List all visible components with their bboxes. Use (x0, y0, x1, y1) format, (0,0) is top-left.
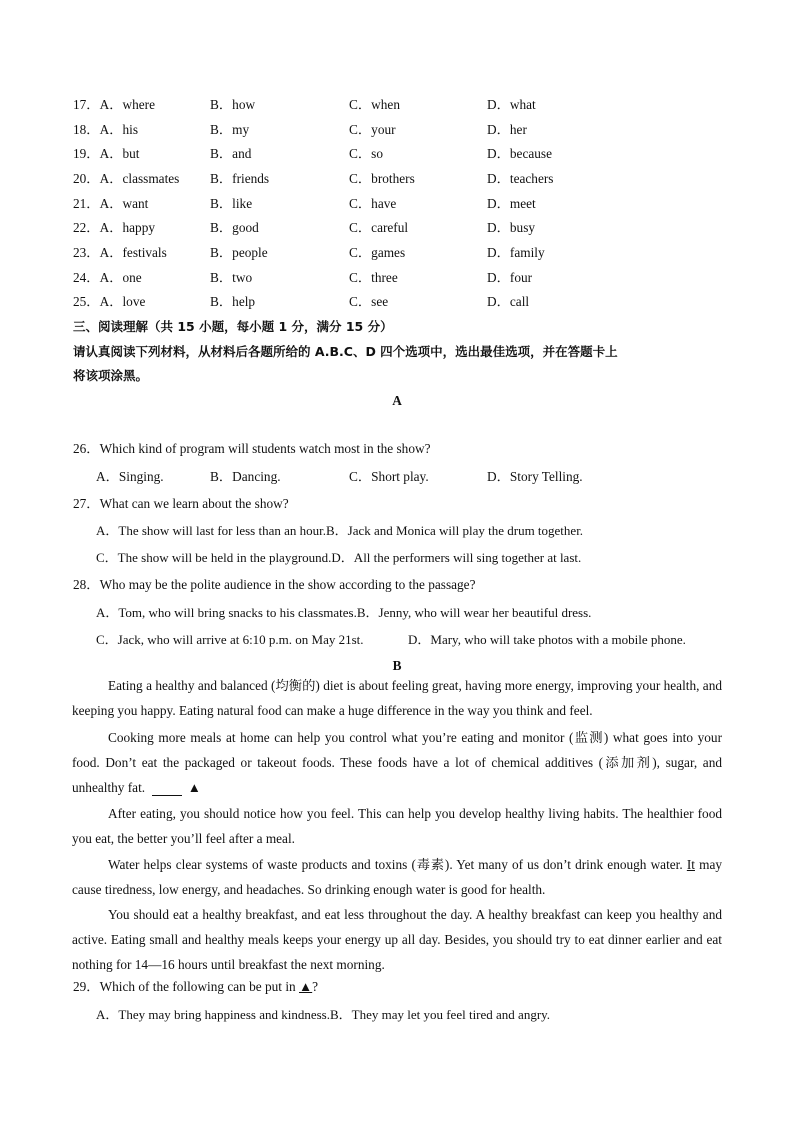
passage-b-label: B (392, 658, 402, 673)
option-c: C．your (349, 122, 396, 137)
question-27: 27．What can we learn about the show? (73, 496, 289, 511)
option-b: B．how (210, 97, 256, 112)
option-a: 17．A．where (73, 97, 155, 112)
question-26: 26．Which kind of program will students watch most in the show? (73, 441, 431, 456)
option-d: D．because (487, 146, 552, 161)
blank-marker: ▲ (299, 979, 313, 994)
option-d: D．busy (487, 220, 536, 235)
option-c: C．careful (349, 220, 409, 235)
option-c: C．brothers (349, 171, 415, 186)
option-d: D．meet (487, 196, 536, 211)
option-a: 20．A．classmates (73, 171, 180, 186)
option-c: C．so (349, 146, 383, 161)
q26-option-a: A．Singing. (96, 469, 164, 484)
option-c: C．see (349, 294, 389, 309)
option-b: B．good (210, 220, 259, 235)
option-d: D．what (487, 97, 536, 112)
passage-a-label: A (392, 393, 402, 408)
option-b: B．help (210, 294, 256, 309)
option-c: C．have (349, 196, 397, 211)
q26-option-b: B．Dancing. (210, 469, 281, 484)
q29-option-ab: A．They may bring happiness and kindness.B．They may let you feel tired and angry. (96, 1007, 551, 1022)
option-a: 18．A．his (73, 122, 139, 137)
q26-option-c: C．Short play. (349, 469, 429, 484)
option-c: C．three (349, 270, 398, 285)
option-a: 22．A．happy (73, 220, 155, 235)
question-28: 28．Who may be the polite audience in the show according to the passage? (73, 577, 476, 592)
passage-b-paragraph-2: Cooking more meals at home can help you control what you’re eating and monitor (监测) what goes into your food. Don’t eat the packaged or takeout foods. These foods have a lot of chemical additives (添加剂), sugar, and unhealthy fat. ▲ (72, 730, 722, 795)
section-instruction: 请认真阅读下列材料，从材料后各题所给的 A.B.C、D 四个选项中，选出最佳选项，并在答题卡上 (73, 344, 618, 359)
question-29: 29．Which of the following can be put in ▲? (73, 979, 319, 994)
option-a: 25．A．love (73, 294, 146, 309)
q27-option-ab: A．The show will last for less than an hour.B．Jack and Monica will play the drum together. (96, 523, 584, 538)
underlined-pronoun: It (686, 857, 695, 872)
passage-b-paragraph-3: After eating, you should notice how you feel. This can help you develop healthy living habits. The healthier food you eat, the better you’ll feel after a meal. (72, 806, 722, 846)
option-a: 24．A．one (73, 270, 142, 285)
q26-option-d: D．Story Telling. (487, 469, 583, 484)
option-d: D．call (487, 294, 530, 309)
option-b: B．and (210, 146, 252, 161)
passage-b-paragraph-1: Eating a healthy and balanced (均衡的) diet is about feeling great, having more energy, improving your health, and keeping you happy. Eating natural food can make a huge difference in the way you think and feel. (72, 678, 722, 718)
option-b: B．like (210, 196, 253, 211)
q28-option-ab: A．Tom, who will bring snacks to his classmates.B．Jenny, who will wear her beautiful dress. (96, 605, 592, 620)
option-b: B．friends (210, 171, 270, 186)
option-d: D．four (487, 270, 533, 285)
option-d: D．family (487, 245, 545, 260)
option-b: B．two (210, 270, 253, 285)
passage-b-paragraph-5: You should eat a healthy breakfast, and eat less throughout the day. A healthy breakfast can keep you healthy and active. Eating small and healthy meals keeps your energy up all day. Besides, you should try to eat dinner earlier and eat nothing for 14—16 hours until breakfast the next morning. (72, 907, 722, 972)
option-a: 23．A．festivals (73, 245, 167, 260)
option-d: D．teachers (487, 171, 554, 186)
blank-marker: ▲ (152, 781, 182, 796)
option-a: 19．A．but (73, 146, 140, 161)
passage-b-paragraph-4: Water helps clear systems of waste products and toxins (毒素). Yet many of us don’t drink enough water. It may cause tiredness, low energy, and headaches. So drinking enough water is good for health. (72, 857, 723, 897)
q28-option-c: C．Jack, who will arrive at 6:10 p.m. on May 21st. (96, 632, 364, 647)
section-instruction-cont: 将该项涂黑。 (73, 368, 149, 383)
section-heading: 三、阅读理解（共 15 小题，每小题 1 分，满分 15 分） (73, 319, 393, 334)
option-b: B．my (210, 122, 250, 137)
q27-option-cd: C．The show will be held in the playground.D．All the performers will sing together at last. (96, 550, 582, 565)
option-b: B．people (210, 245, 268, 260)
option-c: C．when (349, 97, 400, 112)
option-a: 21．A．want (73, 196, 149, 211)
option-d: D．her (487, 122, 527, 137)
q28-option-d: D．Mary, who will take photos with a mobile phone. (408, 632, 686, 647)
option-c: C．games (349, 245, 406, 260)
